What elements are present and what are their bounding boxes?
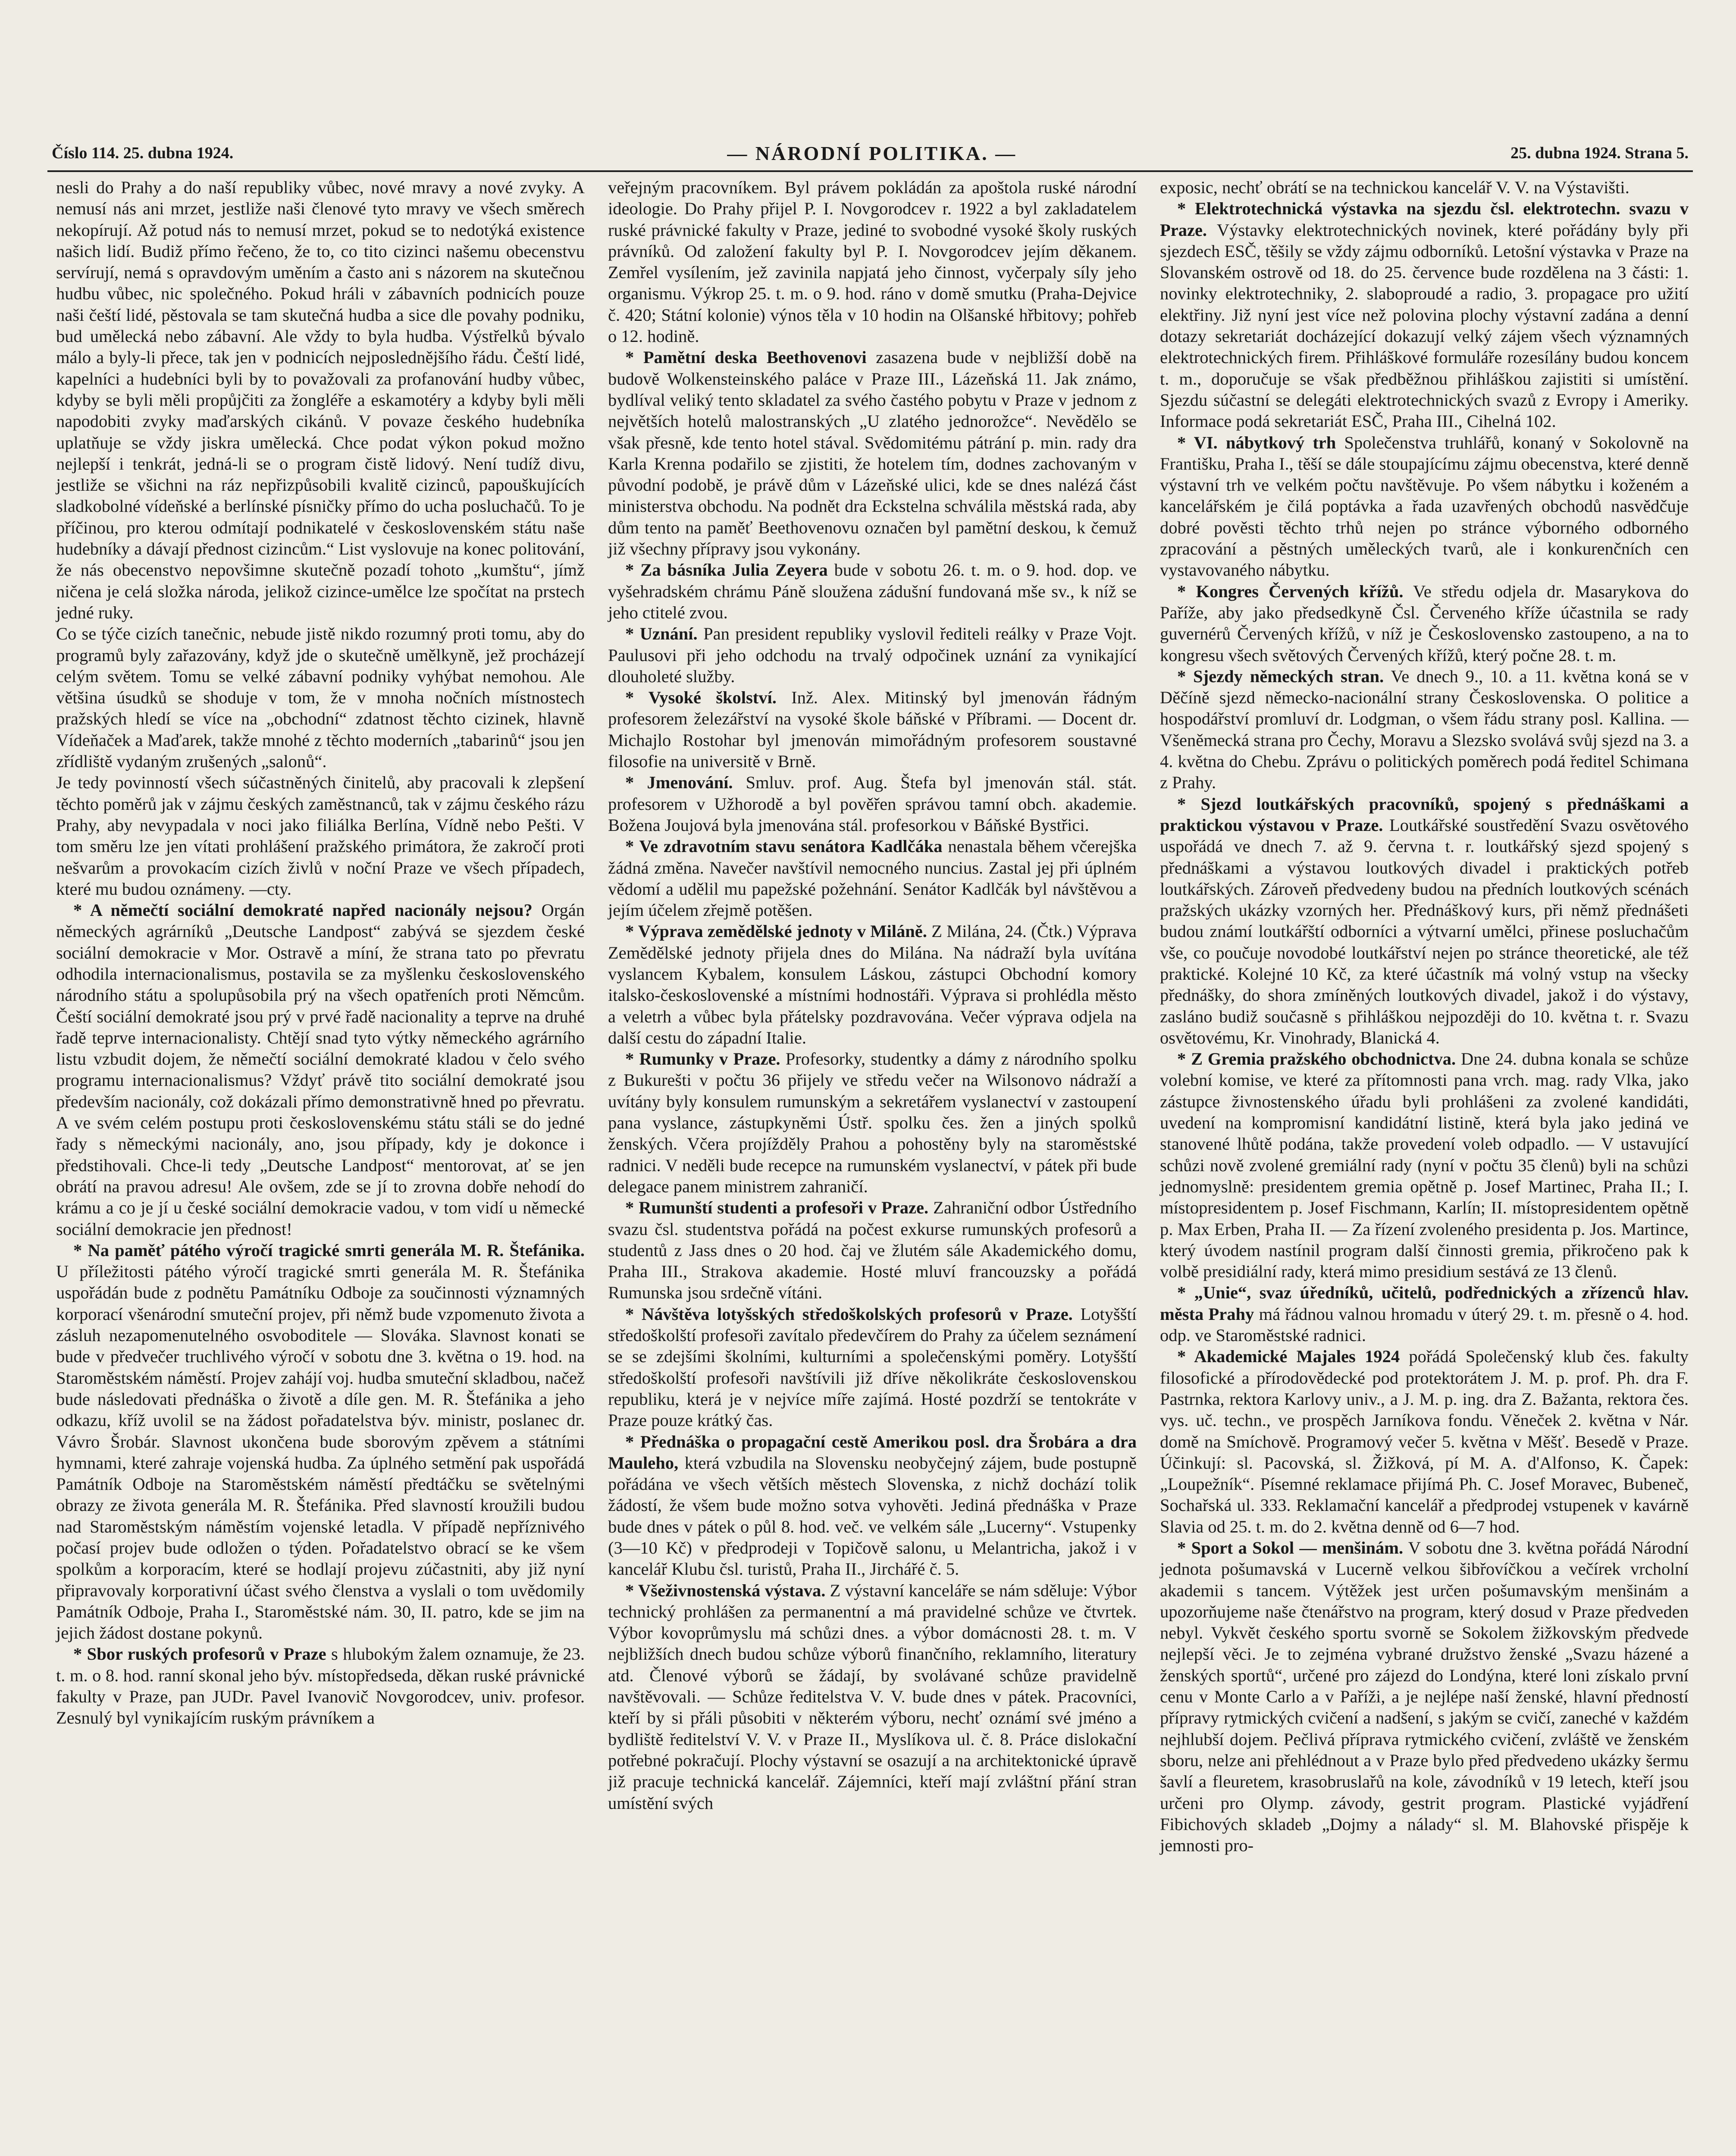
article-paragraph [56,899,585,1240]
article-headline: * Vysoké školství. [625,688,777,708]
article-paragraph [1160,1282,1689,1346]
article-paragraph [56,177,585,623]
article-headline: * Návštěva lotyšských středoškolských profesorů v Praze. [625,1304,1073,1324]
article-text: která vzbudila na Slovensku neobyčejný zájem, bude postupně pořádána ve všech větších městech Slovenska, z nichž dochází tolik žádostí, že všem bude možno sotva vyhověti. Jediná přednáška v Praze bude dnes v pátek o půl 8. hod. več. ve velkém sále „Lucerny“. Vstupenky (3—10 Kč) v předprodeji v Topičově salonu, u Melantricha, jakož i v kancelář Klubu čsl. turistů, Praha II., Jirchářé č. 5. [608,1453,1137,1579]
article-headline: * Sjezd loutkářských pracovníků, spojený s přednáškami a praktickou výstavou v Praze. [1160,794,1689,835]
article-paragraph [608,772,1137,836]
article-text: Inž. Alex. Mitinský byl jmenován řádným profesorem železářství na vysoké škole báňské v Příbrami. — Docent dr. Michajlo Rostohar byl jmenován mimořádným profesorem soustavné filosofie na universitě v Brně. [608,688,1137,771]
article-text: exposic, nechť obrátí se na technickou kancelář V. V. na Výstavišti. [1160,178,1629,197]
article-paragraph [1160,177,1689,198]
article-text: Dne 24. dubna konala se schůze volební komise, ve které za přítomnosti pana vrch. mag. rady Vlka, jako zástupce živnostenského úřadu byli prohlášeni za zvolené kandidáti, uvedení na kompromisní kandidátní listině, která byla jako jediná ve stanovené lhůtě podána, takže provedení voleb odpadlo. — V ustavující schůzi nově zvolené gremiální rady (nyní v počtu 35 členů) byli na schůzi jednomyslně: presidentem gremia opětně p. Josef Martinec, Praha II.; I. místopresidentem p. Josef Fischmann, Karlín; II. místopresidentem opětně p. Max Erben, Praha II. — Za řízení zvoleného presidenta p. Jos. Martince, který úvodem nastínil program další činnosti gremia, přikročeno pak k volbě presidiální rady, která mimo presidium sestává ze 13 členů. [1160,1049,1689,1282]
article-paragraph [608,1048,1137,1197]
article-paragraph [1160,1537,1689,1856]
article-paragraph [608,687,1137,772]
column-1 [52,177,589,2156]
article-text: Profesorky, studentky a dámy z národního spolku z Bukurešti v počtu 36 přijely ve středu večer na Wilsonovo nádraží a uvítány byly konsulem rumunským a sekretářem vyslanectví v zastoupení pana vyslance, zástupkyněmi Ústř. spolku čes. žen a jiných spolků ženských. Včera projížděly Prahou a pohostěny byly na staroměstské radnici. V neděli bude recepce na rumunském vyslanectví, v pátek při bude delegace panem ministrem zahraničí. [608,1049,1137,1196]
article-text: V sobotu dne 3. května pořádá Národní jednota pošumavská v Lucerně velkou šibřovíčkou a večírek vrcholní akademii s tancem. Výtěžek jest určen pošumavským menšinám a upozorňujeme naše čtenářstvo na program, který dosud v Praze předveden nebyl. Vykvět českého sportu svorně se Sokolem žižkovským předvede nejlepší věci. Je to zejména vybrané družstvo ženské „Svazu házené a ženských sportů“, určené pro zájezd do Londýna, které loni získalo první cenu v Monte Carlo a v Paříži, a je nejlépe naší ženské, hlavní předností přípravy rytmických cvičení a nadšení, s jakým se cvičí, zaneché v každém nejhlubší dojem. Pečlivá příprava rytmického cvičení, zvláště ve ženském sboru, nelze ani přehlédnout a v Praze bylo před předvedeno ukázky šermu šavlí a fleuretem, krasobruslařů na kole, závodníků v 19 letech, kteří jsou určeni pro Olymp. závody, gestrit program. Plastické vyjádření Fibichových skladeb „Dojmy a nálady“ sl. M. Blahovské přispěje k jemnosti pro- [1160,1538,1689,1855]
article-paragraph [1160,198,1689,432]
article-paragraph [608,1304,1137,1431]
article-headline: * Na paměť pátého výročí tragické smrti generála M. R. Štefánika. [73,1240,585,1260]
article-text: zasazena bude v nejbližší době na budově Wolkensteinského paláce v Praze III., Lázeňská 11. Jak známo, bydlíval veliký tento skladatel za svého častého pobytu v Praze v jednom z největších hotelů malostranských „U zlatého jednorožce“. Nevědělo se však přesně, kde tento hotel stával. Svědomitému pátrání p. min. rady dra Karla Krenna podařilo se zjistiti, že hotelem tím, dodnes zachovaným v původní podobě, je právě dům v Lázeňské ulici, kde se dnes nalézá část ministerstva obchodu. Na podnět dra Eckstelna schválila městská rada, aby dům tento na paměť Beethovenovu označen byl pamětní deskou, k čemuž již všechny přípravy jsou vykonány. [608,348,1137,559]
article-headline: * Kongres Červených křížů. [1177,581,1404,601]
article-paragraph [1160,666,1689,793]
article-headline: * A němečtí sociální demokraté napřed nacionály nejsou? [73,900,533,920]
article-headline: * Rumunky v Praze. [625,1049,780,1069]
article-paragraph [608,921,1137,1048]
article-text: Z Milána, 24. (Čtk.) Výprava Zemědělské jednoty přijela dnes do Milána. Na nádraží byla uvítána vyslancem Kybalem, konsulem Láskou, zástupci Obchodní komory italsko-československé a místními hodnostáři. Výprava si prohlédla město a veletrh a vůbec byla přátelsky pozdravována. Večer výprava odjela na další cestu do západní Italie. [608,921,1137,1047]
article-columns [52,177,1693,2156]
article-text: Společenstva truhlářů, konaný v Sokolovně na Františku, Praha I., těší se dále stoupajícímu zájmu obecenstva, které denně výstavní trh ve velkém počtu navštěvuje. Po všem nábytku i koženém a kancelářském je čilá poptávka a řada uzavřených obchodů nasvědčuje dobré pověsti těchto trhů nejen po stránce výborného odborného zpracování a pěstných uměleckých tvarů, ale i konkurenčních cen vystavovaného nábytku. [1160,432,1689,580]
article-text: pořádá Společenský klub čes. fakulty filosofické a přírodovědecké pod protektorátem J. M. p. prof. Ph. dra F. Pastrnka, rektora Karlovy univ., a J. M. p. ing. dra Z. Bažanta, rektora čes. vys. uč. techn., ve prospěch Jarníkova fondu. Věneček 2. května v Nár. domě na Smíchově. Programový večer 5. května v Měšť. Besedě v Praze. Účinkují: sl. Pacovská, sl. Žižková, pí M. A. d'Alfonso, K. Čapek: „Loupežník“. Písemné reklamace přijímá Ph. C. Josef Moravec, Bubeneč, Sochařská ul. 333. Reklamační kancelář a předprodej vstupenek v kavárně Slavia od 25. t. m. do 2. května denně od 6—7 hod. [1160,1347,1689,1536]
article-text: bude v sobotu 26. t. m. o 9. hod. dop. ve vyšehradském chrámu Páně sloužena zádušní fundovaná mše sv., k níž se jeho ctitelé zvou. [608,560,1137,622]
article-paragraph [56,1643,585,1728]
article-headline: * Sbor ruských profesorů v Praze [73,1644,326,1664]
article-paragraph [56,1240,585,1644]
article-paragraph [608,559,1137,623]
page-header [52,138,1689,168]
article-paragraph [1160,432,1689,581]
article-headline: * Sjezdy německých stran. [1177,666,1384,686]
article-headline: * Všeživnostenská výstava. [625,1580,826,1600]
article-paragraph [1160,1346,1689,1537]
article-text: Lotyšští středoškolští profesoři zavítalo předevčírem do Prahy za účelem seznámení se se zdejšími školními, kulturními a společenskými poměry. Lotyšští středoškolští profesoři navštívili již dříve několikráte československou republiku, která je v nejvíce míře zajímá. Hosté pozdrží se tentokráte v Praze pouze krátký čas. [608,1304,1137,1430]
article-headline: * Ve zdravotním stavu senátora Kadlčáka [625,837,943,856]
article-text: Je tedy povinností všech súčastněných činitelů, aby pracovali k zlepšení těchto poměrů jak v zájmu českých zaměstnanců, tak v zájmu českého rázu Prahy, aby nevypadala v noci jako filiálka Berlína, Vídně nebo Pešti. V tom směru lze jen vítati prohlášení pražského primátora, že zakročí proti nešvarům a provokacím cizích živlů v noční Praze ve všech případech, které mu budou oznámeny. —cty. [56,773,585,899]
article-headline: * Akademické Majales 1924 [1177,1347,1400,1366]
article-headline: * Výprava zemědělské jednoty v Miláně. [625,921,927,941]
article-paragraph [56,623,585,772]
article-text: nesli do Prahy a do naší republiky vůbec, nové mravy a nové zvyky. A nemusí nás ani mrzet, jestliže naši členové tyto mravy ve všech směrech nekopírují. Až potud nás to nemusí mrzet, pokud se to nedotýká existence našich lidí. Budiž přímo řečeno, že to, co tito cizinci našemu obecenstvu servírují, nemá s opravdovým uměním a často ani s názorem na skutečnou hudbu vůbec, nic společného. Pokud hráli v zábavních podnicích pouze naši čeští lidé, pěstovala se tam skutečná hudba a sice dle povahy podniku, bud umělecká nebo zábavní. Ale vždy to byla hudba. Výstřelků bývalo málo a byly-li přece, tak jen v podnicích nejposlednějšího řádu. Čeští lidé, kapelníci a hudebníci byli by to považovali za profanování hudby vůbec, kdyby se byli měli propůjčiti za žongléře a eskamotéry a kdyby byli měli napodobiti zvyky maďarských cikánů. V povaze českého hudebníka uplatňuje se vždy jiskra umělecká. Chce podat výkon pokud možno nejlepší i tenkrát, jedná-li se o program čistě lidový. Není tudíž divu, jestliže se všichni na ráz nepřizpůsobili kvalitě cizinců, papouškujících sladkobolné vídeňské a berlínské písničky přímo do ucha posluchačů. To je příčinou, pro kterou odmítají podnikatelé v československém státu naše hudebníky a dávají přednost cizincům.“ List vyslovuje na konec politování, že nás obecenstvo nepovšimne skutečně pozadí tohoto „kumštu“, jímž ničena je celá složka národa, jelikož cizince-umělce lze spočítat na prstech jedné ruky. [56,178,585,622]
article-headline: * Jmenování. [625,773,733,793]
header-page-number: 25. dubna 1924. Strana 5. [1510,144,1689,162]
article-text: s hlubokým žalem oznamuje, že 23. t. m. o 8. hod. ranní skonal jeho býv. místopředseda, děkan ruské právnické fakulty v Praze, pan JUDr. Pavel Ivanovič Novgorodcev, univ. profesor. Zesnulý byl vynikajícím ruským právníkem a [56,1644,585,1728]
article-text: Smluv. prof. Aug. Štefa byl jmenován stál. stát. profesorem v Užhorodě a byl pověřen správou tamní obch. akademie. Božena Joujová byla jmenována stál. profesorkou v Báňské Bystřici. [608,773,1137,835]
article-headline: * Za básníka Julia Zeyera [625,560,828,580]
header-rule [47,170,1693,172]
article-paragraph [608,1197,1137,1303]
article-paragraph [1160,793,1689,1049]
column-2 [604,177,1141,2156]
masthead-title: — NÁRODNÍ POLITIKA. — [727,142,1017,164]
article-headline: * Pamětní deska Beethovenovi [625,348,867,367]
article-headline: * Z Gremia pražského obchodnictva. [1177,1049,1456,1069]
article-text: Loutkářské soustředění Svazu osvětového uspořádá ve dnech 7. až 9. června t. r. loutkářský sjezd spojený s přednáškami a výstavou loutkových divadel i praktických potřeb loutkářských. Zároveň předvedeny budou na předních loutkových scénách pražských ukázky vzorných her. Přednáškový kurs, při němž přednášeti budou známí loutkářští odborníci a výtvarní umělci, přinese posluchačům vše, co poučuje novodobé loutkářství nejen po stránce theoretické, ale též praktické. Kolejné 10 Kč, za které účastník má volný vstup na všecky přednášky, do shora zmíněných loutkových divadel, jakož i do výstavy, zasláno budiž současně s přihláškou nejpozději do 10. května t. r. Svazu osvětovému, Kr. Vinohrady, Blanická 4. [1160,815,1689,1047]
article-paragraph [608,1431,1137,1580]
header-issue-date: Číslo 114. 25. dubna 1924. [52,144,234,162]
article-text: Z výstavní kanceláře se nám sděluje: Výbor technický prohlášen za permanentní a má pravidelné schůze ve čtvrtek. Výbor kovoprůmyslu má schůzi dnes. a výbor domácnosti 28. t. m. V nejbližších dnech budou schůze výborů finančního, reklamního, literatury atd. Členové výborů se žádají, by svolávané schůze pravidelně navštěvovali. — Schůze ředitelstva V. V. bude dnes v pátek. Pracovníci, kteří by si přáli působiti v některém výboru, nechť oznámí své jméno a bydliště ředitelství V. V. v Praze II., Myslíkova ul. č. 8. Práce dislokační potřebné pokračují. Plochy výstavní se osazují a na architektonické úpravě již pracuje technická kancelář. Zájemníci, kteří mají zvláštní přání stran umístění svých [608,1580,1137,1813]
article-paragraph [608,177,1137,347]
article-paragraph [608,623,1137,687]
article-text: Pan president republiky vyslovil řediteli reálky v Praze Vojt. Paulusovi při jeho odchodu na trvalý odpočinek uznání za vynikající dlouholeté služby. [608,624,1137,686]
article-paragraph [1160,581,1689,666]
article-text: Výstavky elektrotechnických novinek, které pořádány byly při sjezdech ESČ, těšily se vždy zájmu odborníků. Letošní výstavka v Praze na Slovanském ostrově od 18. do 25. července bude rozdělena na 3 části: 1. novinky elektrotechniky, 2. slaboproudé a radio, 3. propagace pro užití elektřiny. Již nyní jest více než polovina plochy výstavní zadána a denní dotazy sekretariát docházející dokazují velký zájem všech významných elektrotechnických firem. Přihláškové formuláře rozesílány budou koncem t. m., doporučuje se však předběžnou přihláškou zajistiti si umístění. Sjezdu súčastní se delegáti elektrotechnických svazů z Evropy i Ameriky. Informace podá sekretariát ESČ, Praha III., Cihelná 102. [1160,220,1689,431]
article-text: veřejným pracovníkem. Byl právem pokládán za apoštola ruské národní ideologie. Do Prahy přijel P. I. Novgorodcev r. 1922 a byl zakladatelem ruské právnické fakulty v Praze, jediné to svobodné vysoké školy ruských právníků. Od založení fakulty byl P. I. Novgorodcev jejím děkanem. Zemřel vysílením, jež zavinila napjatá jeho činnost, vyčerpaly síly jeho organismu. Výkrop 25. t. m. o 9. hod. ráno v domě smutku (Praha-Dejvice č. 420; Státní kolonie) výnos těla v 10 hodin na Olšanské hřbitovy; pohřeb o 12. hodině. [608,178,1137,346]
column-3 [1156,177,1693,2156]
article-text: Ve středu odjela dr. Masarykova do Paříže, aby jako předsedkyně Čsl. Červeného kříže účastnila se rady guvernérů Červených křížů, v níž je Československo zastoupeno, a na to kongresu všech světových Červených křížů, který počne 28. t. m. [1160,581,1689,665]
article-paragraph [56,772,585,899]
article-paragraph [608,836,1137,921]
article-headline: * VI. nábytkový trh [1177,432,1336,452]
article-paragraph [608,347,1137,559]
article-text: nenastala během včerejška žádná změna. Navečer navštívil nemocného nuncius. Zastal jej při úplném vědomí a udělil mu papežské požehnání. Senátor Kadlčák byl návštěvou a jejím účelem zřejmě potěšen. [608,837,1137,920]
article-headline: * Elektrotechnická výstavka na sjezdu čsl. elektrotechn. svazu v Praze. [1160,199,1689,240]
article-text: Ve dnech 9., 10. a 11. května koná se v Děčíně sjezd německo-nacionální strany Československa. O politice a hospodářství promluví dr. Lodgman, o všem řádu strany posl. Kallina. — Všeněmecká strana pro Čechy, Moravu a Slezsko svolává svůj sjezd na 3. a 4. května do Chebu. Zprávu o politických poměrech podá ředitel Schimana z Prahy. [1160,666,1689,793]
article-paragraph [1160,1048,1689,1282]
article-text: má řádnou valnou hromadu v úterý 29. t. m. přesně o 4. hod. odp. ve Staroměstské radnici. [1160,1304,1689,1345]
article-headline: * Přednáška o propagační cestě Amerikou posl. dra Šrobára a dra Mauleho, [608,1432,1137,1473]
article-text: Zahraniční odbor Ústředního svazu čsl. studentstva pořádá na počest exkurse rumunských profesorů a studentů z Jass dnes o 20 hod. čaj ve žlutém sále Akademického domu, Praha III., Strakova akademie. Hosté mluví francouzsky a pořádá Rumunska jsou srdečně vítáni. [608,1198,1137,1303]
article-headline: * Sport a Sokol — menšinám. [1177,1538,1404,1557]
article-paragraph [608,1580,1137,1814]
article-text: Co se týče cizích tanečnic, nebude jistě nikdo rozumný proti tomu, aby do programů byly zařazovány, když jde o skutečně umělkyně, jež procházejí celým světem. Tomu se velké zábavní podniky vyhýbat nemohou. Ale většina úsudků se shoduje v tom, že v mnoha nočních místnostech pražských hledí se více na „obchodní“ zdatnost těchto cizinek, hlavně Vídeňaček a Maďarek, takže mnohé z těchto moderních „tabarinů“ jsou jen zřídliště vydaným zrušených „salonů“. [56,624,585,771]
article-text: U příležitosti pátého výročí tragické smrti generála M. R. Štefánika uspořádán bude z podnětu Památníku Odboje za součinnosti významných korporací všenárodní smuteční projev, při němž bude vzpomenuto života a zásluh nezapomenutelného osvoboditele — Slováka. Slavnost konati se bude v předvečer truchlivého výročí v sobotu dne 3. května o 19. hod. na Staroměstském náměstí. Projev zahájí voj. hudba smuteční skladbou, načež bude následovati přednáška o životě a díle gen. M. R. Štefánika a jeho odkazu, kříž uvolil se na žádost pořadatelstva býv. ministr, poslanec dr. Vávro Šrobár. Slavnost ukončena bude sborovým zpěvem a státními hymnami, které zahraje vojenská hudba. Za úplného setmění pak uspořádá Památník Odboje na Staroměstském náměstí předtáčku se světelnými obrazy ze života generála M. R. Štefánika. Před slavností kroužili budou nad Staroměstským náměstím vojenské letadla. V případě nepříznivého počasí projev bude odložen o týden. Pořadatelstvo obrací se ke všem spolkům a korporacím, které se hodlají projevu zúčastniti, aby již nyní připravovaly korporativní účast svého členstva a vyslali o tom uvědomily Památník Odboje, Praha I., Staroměstské nám. 30, II. patro, kde se jim na jejich žádost dostane pokynů. [56,1262,585,1643]
article-text: Orgán německých agrárníků „Deutsche Landpost“ zabývá se sjezdem české sociální demokracie v Mor. Ostravě a míní, že strana tato po převratu odhodila internacionalismus, postavila se za myšlenku československého národního státu a spolupůsobila prý na všech opatřeních proti Němcům. Čeští sociální demokraté jsou prý v prvé řadě nacionality a teprve na druhé řadě teprve internacionalisty. Chtějí snad tyto výtky německého agrárního listu vzbudit dojem, že němečtí sociální demokraté kladou v čelo svého programu internacionalismus? Vždyť právě tito sociální demokraté jsou především nacionály, což dokázali přímo demonstrativně hned po převratu. A ve svém celém postupu proti československému státu stáli se do jedné řady s německými nacionály, ano, jsou případy, kdy je dokonce i předstihovali. Chce-li tedy „Deutsche Landpost“ mentorovat, ať se jen obrátí na pravou adresu! Ale ovšem, zde se jí to zrovna dobře nehodí do krámu a co je jí u české sociální demokracie vadou, v tom vidí u německé sociální demokracie jen přednost! [56,900,585,1239]
article-headline: * Uznání. [625,624,698,644]
article-headline: * Rumunští studenti a profesoři v Praze. [625,1198,929,1218]
article-headline: * „Unie“, svaz úředníků, učitelů, podřednických a zřízenců hlav. města Prahy [1160,1283,1689,1324]
